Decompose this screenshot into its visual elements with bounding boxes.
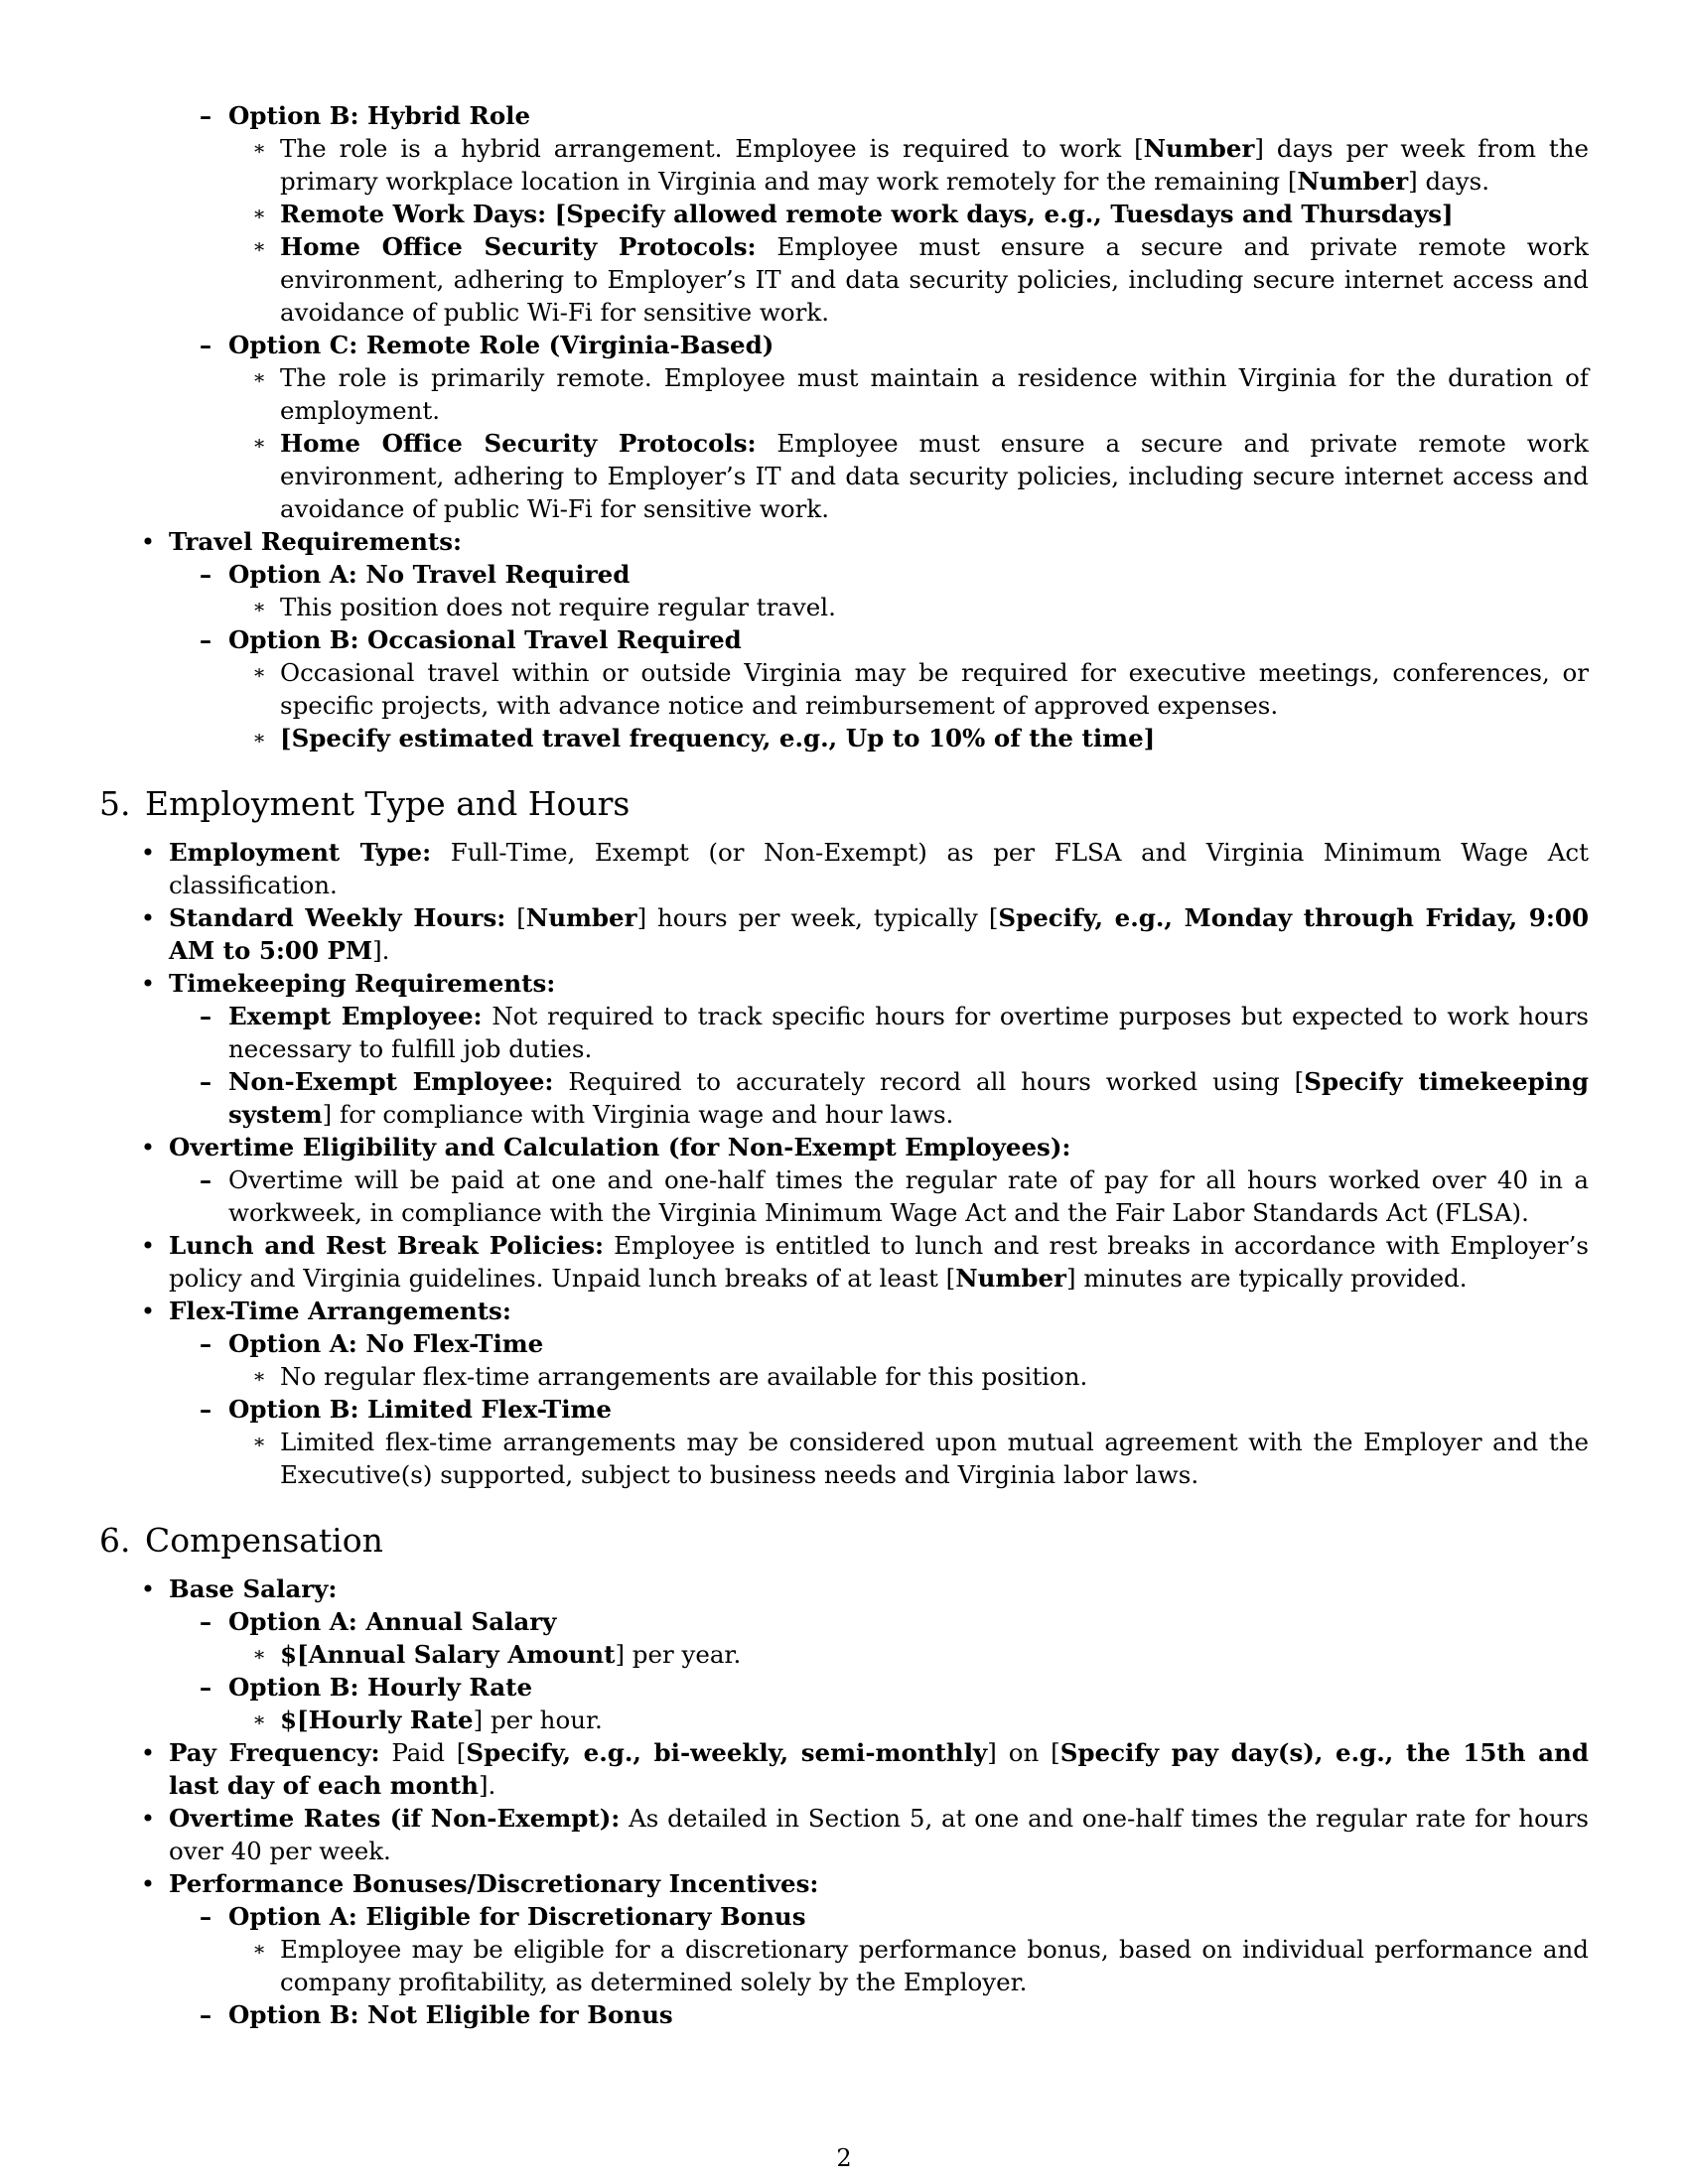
bullet-marker: • [140, 838, 156, 867]
option-heading: Option B: Occasional Travel Required [228, 625, 742, 654]
list-item-text: Standard Weekly Hours: [Number] hours per week, typically [Specify, e.g., Monday through Friday, 9:00 AM to 5:00 PM]. [169, 903, 1589, 965]
list-item-heading: Travel Requirements: [169, 527, 463, 556]
list-item-heading: Flex-Time Arrangements: [169, 1297, 511, 1325]
list-item [99, 1933, 1589, 1998]
asterisk-marker: ∗ [252, 202, 266, 225]
asterisk-marker: ∗ [252, 365, 266, 389]
list-item [99, 1229, 1589, 1295]
dash-marker: – [199, 1902, 212, 1931]
list-item [99, 591, 1589, 623]
list-item-text: Limited flex-time arrangements may be considered upon mutual agreement with the Employer and the Executive(s) supported, subject to business needs and Virginia labor laws. [280, 1428, 1589, 1489]
list-item [99, 1736, 1589, 1802]
bullet-marker: • [140, 527, 156, 556]
list-item [99, 967, 1589, 1000]
list-item [99, 722, 1589, 754]
dash-marker: – [199, 560, 212, 589]
list-item [99, 361, 1589, 427]
list-item [99, 1295, 1589, 1327]
asterisk-marker: ∗ [252, 726, 266, 750]
dash-marker: – [199, 2000, 212, 2029]
asterisk-marker: ∗ [252, 234, 266, 258]
asterisk-marker: ∗ [252, 595, 266, 618]
dash-marker: – [199, 625, 212, 654]
list-item [99, 525, 1589, 558]
bullet-marker: • [140, 1574, 156, 1603]
asterisk-marker: ∗ [252, 1937, 266, 1961]
bullet-marker: • [140, 969, 156, 998]
list-item [99, 1671, 1589, 1704]
dash-marker: – [199, 1673, 212, 1702]
list-item-text: The role is primarily remote. Employee must maintain a residence within Virginia for the duration of employment. [280, 363, 1589, 425]
list-item-heading: Performance Bonuses/Discretionary Incentives: [169, 1869, 819, 1898]
list-item [99, 1802, 1589, 1867]
bullet-marker: • [140, 1231, 156, 1260]
list-item-text: Home Office Security Protocols: Employee must ensure a secure and private remote work environment, adhering to Employer’s IT and data security policies, including secure internet access and avoidance of public Wi-Fi for sensitive work. [280, 232, 1589, 327]
list-item [99, 1000, 1589, 1065]
option-heading: Option B: Limited Flex-Time [228, 1395, 613, 1424]
list-item-text: Employee may be eligible for a discretionary performance bonus, based on individual performance and company profitability, as determined solely by the Employer. [280, 1935, 1589, 1996]
option-heading: Option A: Annual Salary [228, 1607, 557, 1636]
list-item [99, 1393, 1589, 1426]
section-heading-employment-type: 5. Employment Type and Hours [99, 784, 631, 823]
list-item-heading: Overtime Eligibility and Calculation (for Non-Exempt Employees): [169, 1133, 1071, 1161]
list-item [99, 1605, 1589, 1638]
bullet-marker: • [140, 1297, 156, 1325]
dash-marker: – [199, 1329, 212, 1358]
list-item-text: Overtime will be paid at one and one-half times the regular rate of pay for all hours worked over 40 in a workweek, in compliance with the Virginia Minimum Wage Act and the Fair Labor Standards Act (FLSA). [228, 1165, 1589, 1227]
asterisk-marker: ∗ [252, 136, 266, 160]
list-item [99, 1065, 1589, 1131]
page-number: 2 [836, 2144, 852, 2172]
list-item-text: Occasional travel within or outside Virginia may be required for executive meetings, conferences, or specific projects, with advance notice and reimbursement of approved expenses. [280, 658, 1589, 720]
asterisk-marker: ∗ [252, 1707, 266, 1731]
list-item-text: $[Hourly Rate] per hour. [280, 1706, 603, 1734]
section-5-list [99, 836, 1589, 1491]
list-item [99, 99, 1589, 132]
dash-marker: – [199, 101, 212, 130]
list-item [99, 558, 1589, 591]
asterisk-marker: ∗ [252, 1642, 266, 1666]
bullet-marker: • [140, 1133, 156, 1161]
list-item-text: [Specify estimated travel frequency, e.g., Up to 10% of the time] [280, 724, 1156, 752]
list-item [99, 1998, 1589, 2031]
option-heading: Option B: Hybrid Role [228, 101, 531, 130]
option-heading: Option A: No Travel Required [228, 560, 631, 589]
list-item [99, 230, 1589, 329]
dash-marker: – [199, 331, 212, 359]
list-item [99, 1704, 1589, 1736]
asterisk-marker: ∗ [252, 660, 266, 684]
list-item [99, 901, 1589, 967]
list-item [99, 623, 1589, 656]
bullet-marker: • [140, 1804, 156, 1833]
list-item [99, 132, 1589, 198]
section-6-list [99, 1572, 1589, 2031]
list-item-text: $[Annual Salary Amount] per year. [280, 1640, 742, 1669]
list-item-text: Lunch and Rest Break Policies: Employee is entitled to lunch and rest breaks in accordance with Employer’s policy and Virginia guidelines. Unpaid lunch breaks of at least [Number] minutes are typically provided. [169, 1231, 1589, 1293]
dash-marker: – [199, 1067, 212, 1096]
list-item-text: Pay Frequency: Paid [Specify, e.g., bi-weekly, semi-monthly] on [Specify pay day(s), e.g., the 15th and last day of each month]. [169, 1738, 1589, 1800]
list-item [99, 836, 1589, 901]
bullet-marker: • [140, 903, 156, 932]
asterisk-marker: ∗ [252, 1430, 266, 1453]
list-item-text: Overtime Rates (if Non-Exempt): As detailed in Section 5, at one and one-half times the regular rate for hours over 40 per week. [169, 1804, 1589, 1865]
list-item-text: Exempt Employee: Not required to track specific hours for overtime purposes but expected to work hours necessary to fulfill job duties. [228, 1002, 1589, 1063]
list-item [99, 329, 1589, 361]
list-item [99, 1867, 1589, 1900]
list-item [99, 1572, 1589, 1605]
dash-marker: – [199, 1395, 212, 1424]
list-item-heading: Timekeeping Requirements: [169, 969, 556, 998]
list-item-heading: Base Salary: [169, 1574, 338, 1603]
list-item [99, 1327, 1589, 1360]
list-item-text: Non-Exempt Employee: Required to accurately record all hours worked using [Specify timekeeping system] for compliance with Virginia wage and hour laws. [228, 1067, 1589, 1129]
dash-marker: – [199, 1165, 212, 1194]
list-item [99, 427, 1589, 525]
bullet-marker: • [140, 1869, 156, 1898]
list-item-text: No regular flex-time arrangements are available for this position. [280, 1362, 1088, 1391]
list-item [99, 1900, 1589, 1933]
option-heading: Option C: Remote Role (Virginia-Based) [228, 331, 774, 359]
list-item [99, 1360, 1589, 1393]
dash-marker: – [199, 1607, 212, 1636]
bullet-marker: • [140, 1738, 156, 1767]
list-item [99, 1163, 1589, 1229]
list-item [99, 1131, 1589, 1163]
option-heading: Option A: No Flex-Time [228, 1329, 544, 1358]
list-item-text: Home Office Security Protocols: Employee must ensure a secure and private remote work environment, adhering to Employer’s IT and data security policies, including secure internet access and avoidance of public Wi-Fi for sensitive work. [280, 429, 1589, 523]
list-item-text: Employment Type: Full-Time, Exempt (or Non-Exempt) as per FLSA and Virginia Minimum Wage Act classification. [169, 838, 1589, 899]
list-item [99, 1426, 1589, 1491]
option-heading: Option B: Hourly Rate [228, 1673, 533, 1702]
section-4-continued-list [99, 99, 1589, 754]
asterisk-marker: ∗ [252, 431, 266, 455]
asterisk-marker: ∗ [252, 1364, 266, 1388]
option-heading: Option A: Eligible for Discretionary Bonus [228, 1902, 806, 1931]
list-item-text: This position does not require regular travel. [280, 593, 836, 621]
dash-marker: – [199, 1002, 212, 1030]
list-item [99, 1638, 1589, 1671]
list-item-text: The role is a hybrid arrangement. Employee is required to work [Number] days per week from the primary workplace location in Virginia and may work remotely for the remaining [Number] days. [280, 134, 1590, 196]
option-heading: Option B: Not Eligible for Bonus [228, 2000, 673, 2029]
list-item-text: Remote Work Days: [Specify allowed remote work days, e.g., Tuesdays and Thursdays] [280, 200, 1454, 228]
section-heading-compensation: 6. Compensation [99, 1521, 383, 1560]
list-item [99, 656, 1589, 722]
page-content [99, 99, 1589, 2031]
list-item [99, 198, 1589, 230]
